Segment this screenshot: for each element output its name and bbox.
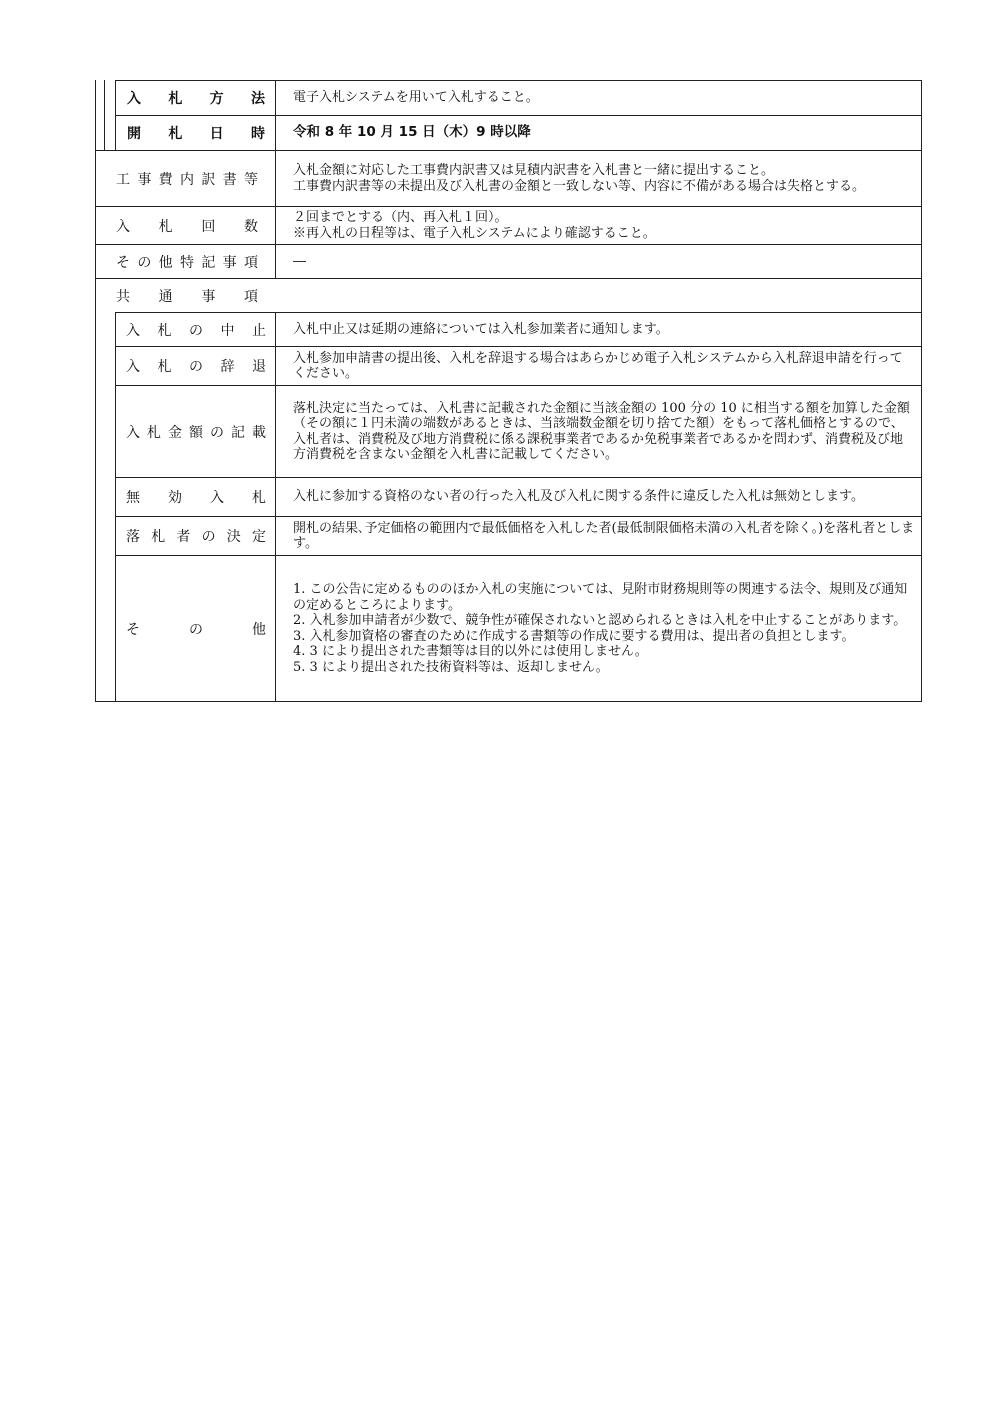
- bid-count-value: [293, 207, 915, 244]
- label-char: 札: [157, 359, 172, 375]
- label-char: 回: [201, 218, 216, 235]
- others-line: 4. 3 により提出された書類等は目的以外には使用しません。: [293, 644, 648, 659]
- invalid-bid-text: 入札に参加する資格のない者の行った入札及び入札に関する条件に違反した入札は無効とします。: [293, 489, 864, 505]
- cost-breakdown-line: 入札金額に対応した工事費内訳書又は見積内訳書を入札書と一緒に提出すること。: [293, 163, 775, 178]
- label-char: 法: [250, 91, 265, 107]
- label-char: 札: [157, 322, 172, 339]
- bid-amount-value: [293, 386, 915, 477]
- others-line: 5. 3 により提出された技術資料等は、返却しません。: [293, 659, 609, 675]
- table-border: [115, 312, 116, 702]
- label-char: 入: [126, 359, 140, 375]
- invalid-bid-value: [293, 478, 915, 516]
- label-char: 効: [168, 490, 182, 506]
- label-char: 札: [252, 490, 266, 506]
- label-char: 載: [252, 424, 266, 441]
- label-char: 他: [252, 621, 266, 638]
- bid-method-value: [293, 81, 915, 115]
- cost-breakdown-value: [293, 151, 915, 206]
- withdrawal-label: [126, 347, 266, 385]
- table-border: [104, 80, 105, 150]
- label-char: 項: [243, 254, 258, 271]
- label-char: 開: [127, 126, 141, 142]
- table-border: [95, 701, 922, 702]
- label-char: 札: [151, 529, 166, 545]
- label-char: 費: [158, 171, 173, 188]
- label-char: 決: [226, 529, 241, 545]
- common-section-heading: [116, 279, 258, 312]
- winner-decision-label: [126, 517, 266, 555]
- cost-breakdown-label: [116, 151, 258, 206]
- label-char: の: [137, 254, 152, 271]
- label-char: 札: [168, 126, 183, 142]
- table-border: [275, 312, 276, 702]
- bid-count-line: ※再入札の日程等は、電子入札システムにより確認すること。: [293, 225, 656, 241]
- label-char: 退: [252, 359, 266, 375]
- label-char: 事: [222, 254, 237, 271]
- label-char: 入: [127, 91, 141, 107]
- label-char: 他: [158, 254, 173, 271]
- bid-count-line: ２回までとする（内、再入札１回）。: [293, 210, 508, 225]
- cancellation-label: [126, 313, 266, 346]
- label-char: 工: [116, 171, 130, 188]
- label-char: の: [189, 322, 203, 339]
- cancellation-value: [293, 313, 915, 346]
- label-char: 定: [251, 529, 266, 545]
- label-char: 無: [126, 490, 140, 506]
- label-char: 共: [116, 288, 130, 305]
- bid-method-label: [127, 81, 265, 115]
- withdrawal-text: 入札参加申請書の提出後、入札を辞退する場合はあらかじめ電子入札システムから入札辞退申請を行ってください。: [293, 350, 903, 381]
- other-notes-label: [116, 245, 258, 278]
- label-char: 入: [116, 218, 130, 235]
- invalid-bid-label: [126, 478, 266, 516]
- label-char: 書: [222, 171, 237, 188]
- label-char: 通: [158, 288, 173, 305]
- other-notes-value: [293, 245, 915, 278]
- label-char: 止: [252, 322, 266, 339]
- label-char: の: [189, 359, 203, 375]
- label-char: 記: [201, 254, 216, 271]
- other-notes-text: ―: [293, 253, 306, 269]
- label-char: そ: [126, 621, 140, 638]
- label-char: 入: [210, 490, 224, 506]
- cost-breakdown-line: 工事費内訳書等の未提出及び入札書の金額と一致しない等、内容に不備がある場合は失格とする。: [293, 178, 866, 194]
- label-char: の: [201, 529, 216, 545]
- label-char: 内: [179, 171, 194, 188]
- cancellation-text: 入札中止又は延期の連絡については入札参加業者に通知します。: [293, 321, 669, 337]
- label-char: の: [189, 621, 203, 638]
- label-char: 訳: [201, 171, 216, 188]
- label-char: 額: [189, 424, 203, 441]
- label-char: 札: [168, 91, 183, 107]
- label-char: 落: [126, 529, 140, 545]
- bid-amount-label: [126, 386, 266, 477]
- label-char: 日: [209, 126, 224, 142]
- label-char: 時: [250, 126, 265, 142]
- label-char: 金: [168, 424, 182, 441]
- winner-decision-value: [293, 517, 915, 555]
- label-char: 等: [243, 171, 258, 188]
- label-char: 記: [231, 424, 245, 441]
- label-char: 入: [126, 322, 140, 339]
- bid-count-label: [116, 207, 258, 244]
- opening-datetime-value: [293, 116, 915, 150]
- bid-amount-text: 落札決定に当たっては、入札書に記載された金額に当該金額の 100 分の 10 に相当する額を加算した金額（その額に１円未満の端数があるときは、当該端数金額を切り捨てた額）をもって落札価格とするので、入札者は、消費税及び地方消費税に係る課税事業者であるか免税事業者であるかを問わず、消費税及び地方消費税を含まない金額を入札書に記載してください。: [293, 400, 910, 462]
- label-char: 中: [220, 322, 235, 339]
- others-line: 2. 入札参加申請者が少数で、競争性が確保されないと認められるときは入札を中止することがあります。: [293, 613, 907, 628]
- label-char: 方: [209, 91, 224, 107]
- others-line: 3. 入札参加資格の審査のために作成する書類等の作成に要する費用は、提出者の負担とします。: [293, 628, 855, 644]
- opening-datetime-label: [127, 116, 265, 150]
- table-border: [275, 80, 276, 278]
- table-border: [95, 80, 96, 702]
- label-char: 数: [243, 218, 258, 235]
- others-label: [126, 556, 266, 701]
- label-char: 事: [137, 171, 152, 188]
- withdrawal-value: [293, 347, 915, 385]
- label-char: 特: [179, 254, 194, 271]
- others-value: [293, 556, 915, 701]
- label-char: 項: [243, 288, 258, 305]
- label-char: 札: [158, 218, 173, 235]
- winner-decision-text: 開札の結果､予定価格の範囲内で最低価格を入札した者(最低制限価格未満の入札者を除く｡)を落札者とします。: [293, 520, 915, 551]
- others-line: 1. この公告に定めるもののほか入札の実施については、見附市財務規則等の関連する法令、規則及び通知の定めるところによります。: [293, 582, 908, 613]
- opening-datetime-text: 令和 8 年 10 月 15 日（木）9 時以降: [293, 124, 531, 141]
- label-char: 入: [126, 424, 140, 441]
- table-border: [921, 80, 922, 702]
- bid-method-text: 電子入札システムを用いて入札すること。: [293, 90, 539, 106]
- label-char: そ: [116, 254, 130, 271]
- label-char: 札: [147, 424, 161, 441]
- label-char: 辞: [220, 359, 235, 375]
- label-char: 事: [201, 288, 216, 305]
- label-char: 者: [176, 529, 191, 545]
- label-char: の: [210, 424, 224, 441]
